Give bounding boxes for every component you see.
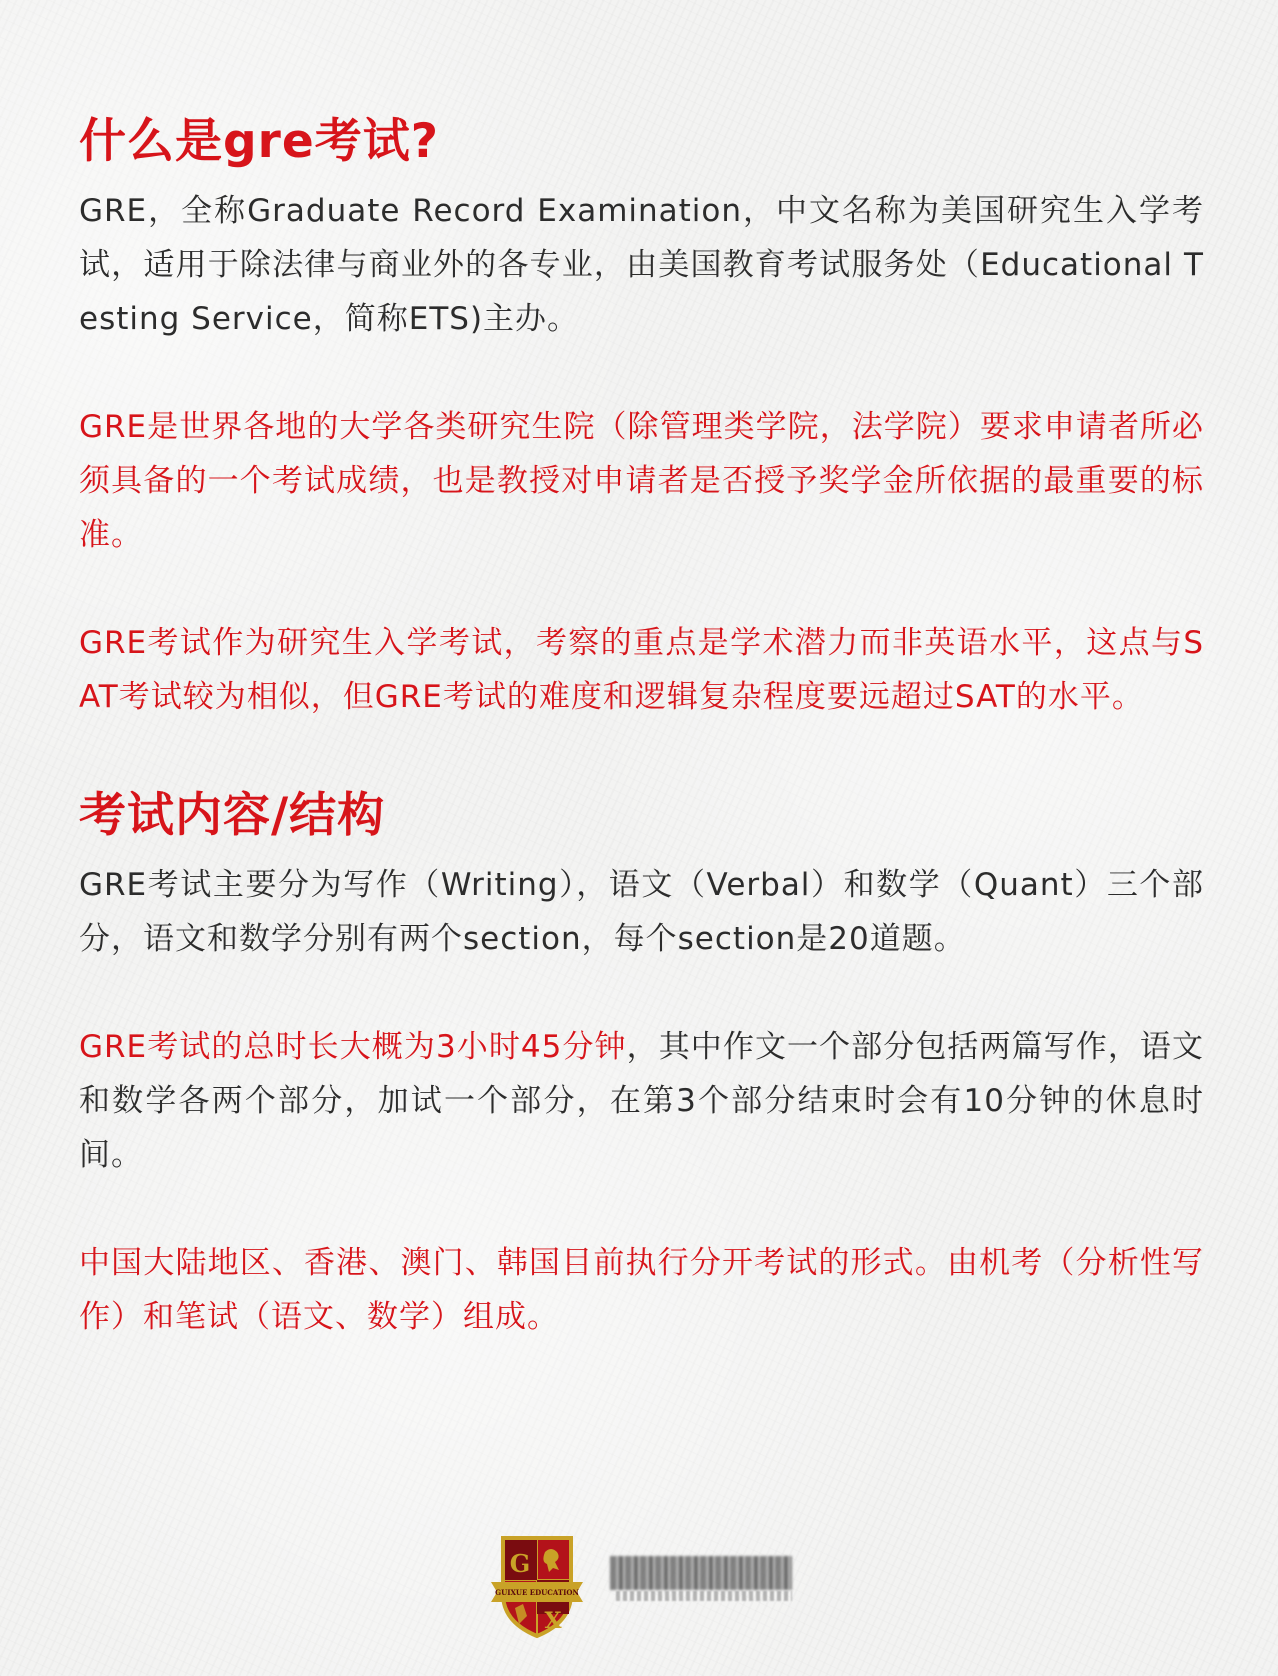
blurred-brand-url <box>616 1591 792 1601</box>
section-heading-exam-structure: 考试内容/结构 <box>79 788 386 843</box>
guixue-education-logo <box>489 1532 585 1642</box>
paragraph-gre-definition: GRE，全称Graduate Record Examination，中文名称为美国研究生入学考试，适用于除法律与商业外的各专业，由美国教育考试服务处（Educational Testing Service，简称ETS)主办。 <box>79 193 1204 337</box>
paragraph-gre-importance: GRE是世界各地的大学各类研究生院（除管理类学院，法学院）要求申请者所必须具备的一个考试成绩，也是教授对申请者是否授予奖学金所依据的最重要的标准。 <box>79 409 1204 553</box>
blurred-brand-wordmark <box>610 1556 792 1602</box>
crest-icon <box>489 1532 585 1642</box>
logo-letter-g: G <box>509 1549 531 1578</box>
blurred-brand-name <box>610 1556 792 1590</box>
duration-highlight: GRE考试的总时长大概为3小时45分钟 <box>79 1029 627 1065</box>
paragraph-exam-duration <box>79 1020 1204 1182</box>
logo-letter-x: X <box>544 1608 562 1634</box>
paragraph-gre-focus: GRE考试作为研究生入学考试，考察的重点是学术潜力而非英语水平，这点与SAT考试较为相似，但GRE考试的难度和逻辑复杂程度要远超过SAT的水平。 <box>79 625 1204 715</box>
paragraph-exam-regions: 中国大陆地区、香港、澳门、韩国目前执行分开考试的形式。由机考（分析性写作）和笔试（语文、数学）组成。 <box>79 1245 1204 1335</box>
paragraph-exam-sections: GRE考试主要分为写作（Writing），语文（Verbal）和数学（Quant）三个部分，语文和数学分别有两个section，每个section是20道题。 <box>79 867 1204 957</box>
article <box>79 110 1204 1344</box>
duration-details: ，其中作文一个部分包括两篇写作，语文和数学各两个部分，加试一个部分，在第3个部分结束时会有10分钟的休息时间。 <box>79 1029 1204 1173</box>
logo-banner-text: GUIXUE EDUCATION <box>495 1588 579 1597</box>
section-heading-what-is-gre: 什么是gre考试? <box>79 114 439 169</box>
